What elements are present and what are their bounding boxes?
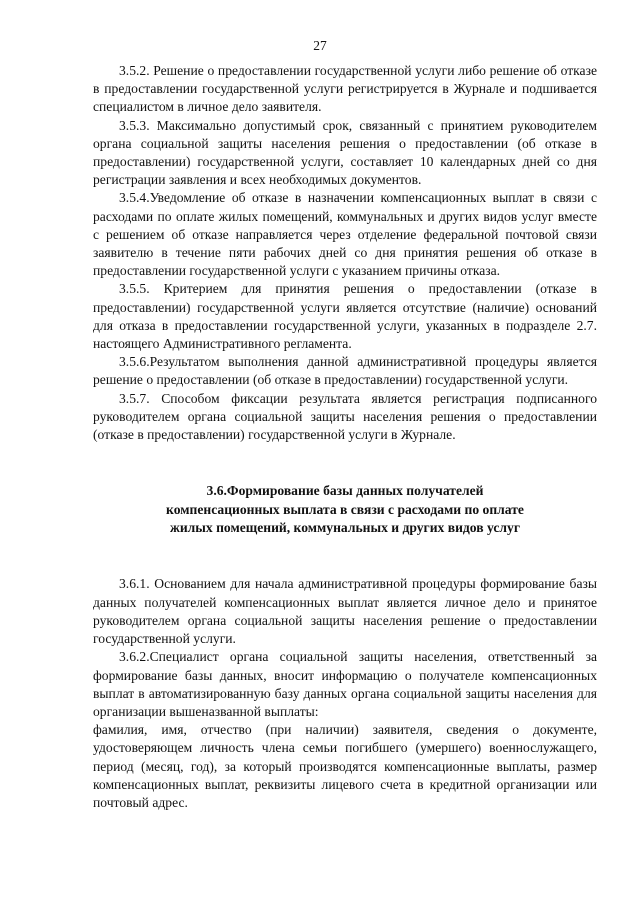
data-fields-list: фамилия, имя, отчество (при наличии) заявителя, сведения о документе, удостоверяющем личность члена семьи погибшего (умершего) военнослужащего, период (месяц, год), за который производятся компенсационные выплаты, размер компенсационных выплат, реквизиты лицевого счета в кредитной организации или почтовый адрес. (93, 722, 597, 810)
paragraph-3-5-2: 3.5.2. Решение о предоставлении государственной услуги либо решение об отказе в предоставлении государственной услуги регистрируется в Журнале и подшивается специалистом в личное дело заявителя. (93, 63, 597, 115)
document-body (93, 62, 597, 812)
section-heading-line-2: компенсационных выплата в связи с расходами по оплате (166, 501, 524, 517)
section-heading-line-3: жилых помещений, коммунальных и других видов услуг (169, 520, 521, 536)
paragraph-3-5-5: 3.5.5. Критерием для принятия решения о предоставлении (отказе в предоставлении) государственной услуги является отсутствие (наличие) оснований для отказа в предоставлении государственной услуги, указанных в подразделе 2.7. настоящего Административного регламента. (93, 281, 597, 352)
paragraph-3-5-4: 3.5.4.Уведомление об отказе в назначении компенсационных выплат в связи с расходами по оплате жилых помещений, коммунальных и других видов услуг вместе с решением об отказе направляется через отделение федеральной почтовой связи заявителю в течение пяти рабочих дней со дня принятия решения об отказе в предоставлении государственной услуги с указанием причины отказа. (93, 190, 597, 279)
paragraph-3-5-3: 3.5.3. Максимально допустимый срок, связанный с принятием руководителем органа социальной защиты населения решения о предоставлении (об отказе в предоставлении) государственной услуги, составляет 10 календарных дней со дня регистрации заявления и всех необходимых документов. (93, 117, 597, 188)
paragraph-3-6-2: 3.6.2.Специалист органа социальной защиты населения, ответственный за формирование базы данных, вносит информацию о получателе компенсационных выплат в автоматизированную базу данных органа социальной защиты населения для организации вышеназванной выплаты: (93, 649, 597, 719)
paragraph-3-6-1: 3.6.1. Основанием для начала административной процедуры формирование базы данных получателей компенсационных выплат является личное дело и принятое руководителем органа социальной защиты населения решение о предоставлении государственной услуги. (93, 576, 597, 647)
paragraph-3-5-7: 3.5.7. Способом фиксации результата является регистрация подписанного руководителем органа социальной защиты населения решения о предоставлении (отказе в предоставлении) государственной услуги в Журнале. (93, 390, 597, 443)
page-number: 27 (313, 38, 327, 53)
paragraph-3-5-6: 3.5.6.Результатом выполнения данной административной процедуры является решение о предоставлении (об отказе в предоставлении) государственной услуги. (93, 354, 597, 388)
section-heading-line-1: 3.6.Формирование базы данных получателей (206, 483, 484, 499)
section-heading-3-6 (93, 482, 597, 537)
